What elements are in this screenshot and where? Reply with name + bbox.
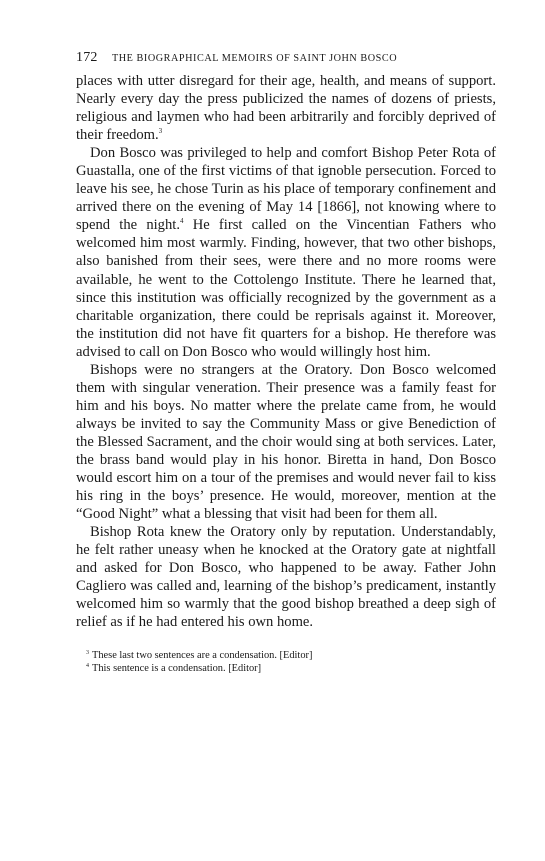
running-title: THE BIOGRAPHICAL MEMOIRS OF SAINT JOHN BOSCO [112,53,398,64]
footnote-reference: 4 [179,217,184,226]
footnote [86,662,496,675]
body-text [76,72,496,631]
paragraph-text: places with utter disregard for their age, health, and means of support. Nearly every day the press publicized the names of dozens of priests, religious and laymen who had been arbitrarily and forcibly deprived of their freedom. [76,73,496,144]
footnote-text: This sentence is a condensation. [Editor] [92,663,262,675]
paragraph-4 [76,523,496,631]
paragraph-text: He first called on the Vincentian Fathers who welcomed him most warmly. Finding, however, that two other bishops, also banished from their sees, were there and no more rooms were available, he went to the Cottolengo Institute. There he learned that, since this institution was officially recognized by the government as a charitable organization, there could be reprisals against it. Moreover, the institution did not have fit quarters for a bishop. He therefore was advised to call on Don Bosco who would willingly host him. [76,217,496,360]
footnote-mark: 3 [86,650,89,657]
paragraph-3 [76,361,496,523]
paragraph-text: Bishops were no strangers at the Oratory. Don Bosco welcomed them with singular veneration. Their presence was a family feast for him and his boys. No matter where the prelate came from, he would always be invited to say the Community Mass or give Benediction of the Blessed Sacrament, and the choir would sing at both services. Later, the brass band would play in his honor. Biretta in hand, Don Bosco would escort him on a tour of the premises and would never fail to kiss his ring in the boys’ presence. He would, moreover, mention at the “Good Night” what a blessing that visit had been for them all. [76,361,496,523]
footnote-text: These last two sentences are a condensation. [Editor] [92,650,313,662]
paragraph-2 [76,144,496,361]
paragraph-1 [76,72,496,144]
paragraph-text: Bishop Rota knew the Oratory only by reputation. Understandably, he felt rather uneasy when he knocked at the Oratory gate at nightfall and asked for Don Bosco, who happened to be away. Father John Cagliero was called and, learning of the bishop’s predicament, instantly welcomed him so warmly that the good bishop breathed a deep sigh of relief as if he had entered his own home. [76,524,496,631]
footnote [86,649,496,662]
footnotes [76,649,496,675]
page-number: 172 [76,50,98,65]
book-page [76,50,496,675]
paragraph-text: Don Bosco was privileged to help and comfort Bishop Peter Rota of Guastalla, one of the first victims of that ignoble persecution. Forced to leave his see, he chose Turin as his place of temporary confinement and arrived there on the evening of May 14 [1866], not knowing where to spend the night. [76,145,496,234]
footnote-reference: 3 [158,127,163,136]
footnote-mark: 4 [86,663,89,670]
running-head [76,50,496,70]
